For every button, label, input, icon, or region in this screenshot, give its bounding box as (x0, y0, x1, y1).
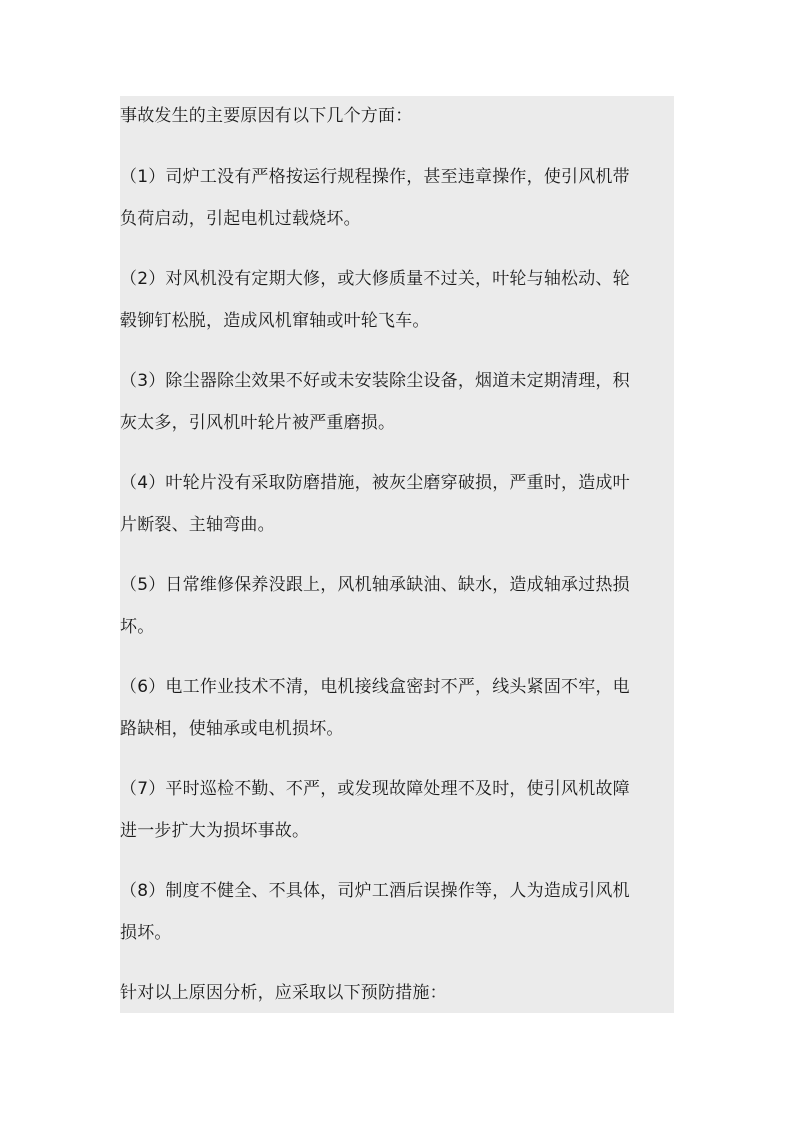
cause-line: （2）对风机没有定期大修，或大修质量不过关，叶轮与轴松动、轮 (120, 269, 630, 289)
cause-line: 损坏。 (120, 923, 172, 943)
cause-line: （1）司炉工没有严格按运行规程操作，甚至违章操作，使引风机带 (120, 167, 630, 187)
cause-line: （7）平时巡检不勤、不严，或发现故障处理不及时，使引风机故障 (120, 779, 630, 799)
cause-line: 进一步扩大为损坏事故。 (120, 821, 310, 841)
cause-line: （3）除尘器除尘效果不好或未安装除尘设备，烟道未定期清理，积 (120, 371, 630, 391)
cause-line: 毂铆钉松脱，造成风机窜轴或叶轮飞车。 (120, 311, 430, 331)
cause-line: 路缺相，使轴承或电机损坏。 (120, 719, 344, 739)
cause-line: （4）叶轮片没有采取防磨措施，被灰尘磨穿破损，严重时，造成叶 (120, 473, 630, 493)
cause-line: 灰太多，引风机叶轮片被严重磨损。 (120, 413, 396, 433)
cause-line: 片断裂、主轴弯曲。 (120, 515, 275, 535)
cause-line: （8）制度不健全、不具体，司炉工酒后误操作等，人为造成引风机 (120, 881, 630, 901)
document-content (120, 96, 674, 1013)
intro-paragraph: 事故发生的主要原因有以下几个方面： (120, 106, 413, 126)
outro-paragraph: 针对以上原因分析，应采取以下预防措施： (120, 983, 447, 1003)
cause-line: （5）日常维修保养没跟上，风机轴承缺油、缺水，造成轴承过热损 (120, 575, 630, 595)
cause-line: 坏。 (120, 617, 155, 637)
cause-line: （6）电工作业技术不清，电机接线盒密封不严，线头紧固不牢，电 (120, 677, 630, 697)
cause-line: 负荷启动，引起电机过载烧坏。 (120, 209, 361, 229)
